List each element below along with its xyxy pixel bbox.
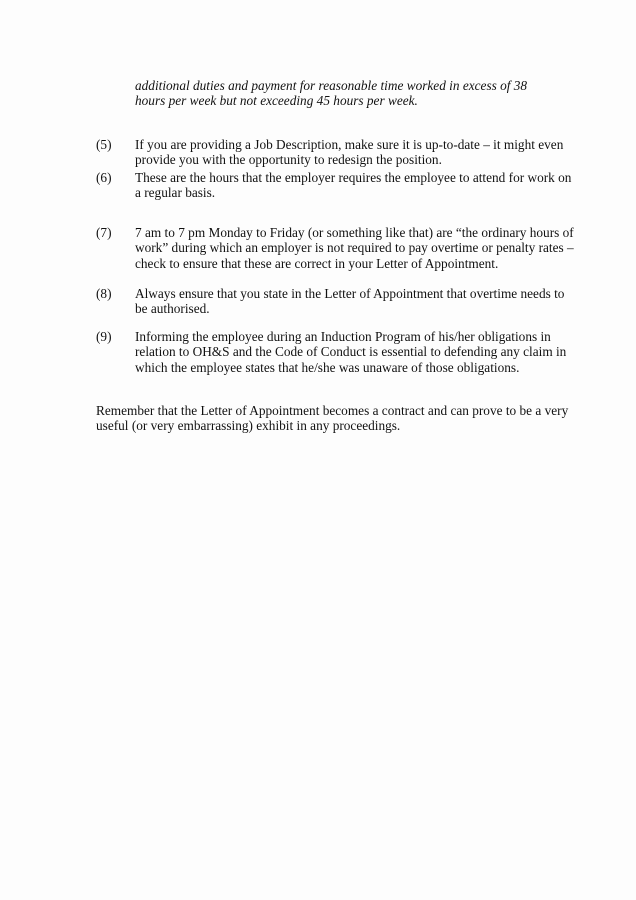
text-line: a regular basis.: [135, 185, 216, 201]
text-line: which the employee states that he/she was unaware of those obligations.: [135, 359, 520, 375]
text-line: work” during which an employer is not required to pay overtime or penalty rates –: [135, 240, 574, 256]
text-line: If you are providing a Job Description, make sure it is up-to-date – it might even: [135, 137, 564, 152]
note-7-text: [135, 225, 574, 271]
note-5-text: [135, 137, 563, 168]
continuation-paragraph: [135, 78, 527, 109]
text-line: hours per week but not exceeding 45 hours per week.: [135, 93, 418, 109]
text-line: additional duties and payment for reasonable time worked in excess of 38: [135, 78, 528, 93]
note-8-text: [135, 286, 564, 317]
text-line: 7 am to 7 pm Monday to Friday (or something like that) are “the ordinary hours of: [135, 225, 574, 240]
note-9-text: [135, 329, 566, 375]
note-number: (7): [96, 225, 112, 240]
note-6-text: [135, 170, 571, 201]
text-line: be authorised.: [135, 301, 210, 317]
text-line: Remember that the Letter of Appointment becomes a contract and can prove to be a very: [96, 403, 569, 418]
text-line: provide you with the opportunity to redesign the position.: [135, 152, 442, 168]
note-number: (5): [96, 137, 112, 152]
note-number: (8): [96, 286, 112, 301]
text-line: These are the hours that the employer requires the employee to attend for work on: [135, 170, 572, 185]
text-line: Informing the employee during an Induction Program of his/her obligations in: [135, 329, 551, 344]
text-line: relation to OH&S and the Code of Conduct is essential to defending any claim in: [135, 344, 567, 360]
text-line: check to ensure that these are correct in your Letter of Appointment.: [135, 255, 499, 271]
text-line: useful (or very embarrassing) exhibit in any proceedings.: [96, 418, 401, 434]
note-number: (9): [96, 329, 112, 344]
closing-paragraph: [96, 403, 568, 434]
note-number: (6): [96, 170, 112, 185]
text-line: Always ensure that you state in the Letter of Appointment that overtime needs to: [135, 286, 565, 301]
